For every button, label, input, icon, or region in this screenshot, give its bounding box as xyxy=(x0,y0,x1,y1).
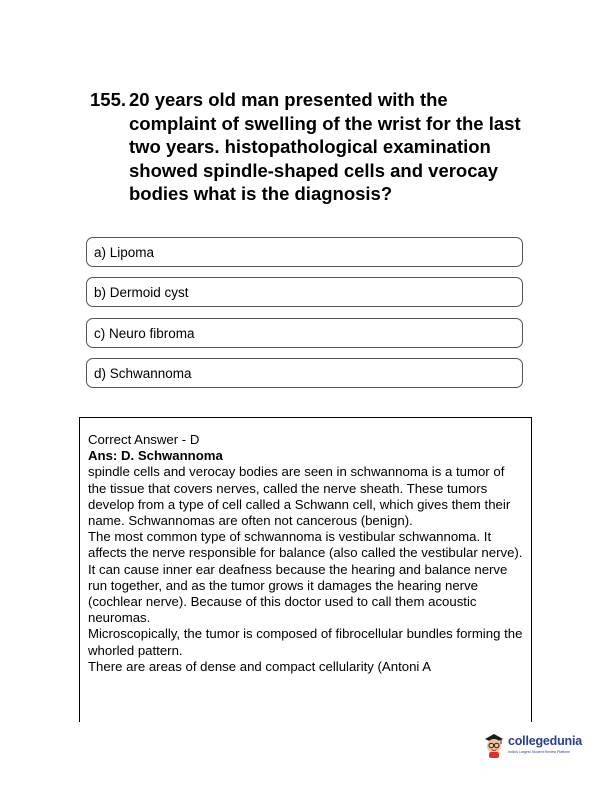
answer-heading: Ans: D. Schwannoma xyxy=(88,448,223,464)
logo-tagline: India's Largest Student Review Platform xyxy=(508,750,571,754)
correct-answer-line: Correct Answer - D xyxy=(88,432,200,447)
option-d[interactable]: d) Schwannoma xyxy=(86,358,523,388)
answer-paragraph: The most common type of schwannoma is vestibular schwannoma. It affects the nerve responsible for balance (also called the vestibular nerve). It can cause inner ear deafness because the hearing and balance nerve run together, and as the tumor grows it damages the hearing nerve (cochlear nerve). Because of this doctor used to call them acoustic neuromas. xyxy=(88,529,523,626)
mascot-icon xyxy=(482,730,506,758)
option-a[interactable]: a) Lipoma xyxy=(86,237,523,267)
answer-paragraph: There are areas of dense and compact cellularity (Antoni A xyxy=(88,658,432,674)
answer-paragraph: spindle cells and verocay bodies are seen in schwannoma is a tumor of the tissue that covers nerves, called the nerve sheath. These tumors develop from a type of cell called a Schwann cell, which gives them their name. Schwannomas are often not cancerous (benign). xyxy=(88,464,511,529)
logo-name: collegedunia xyxy=(508,734,583,748)
question-text: 20 years old man presented with the complaint of swelling of the wrist for the last two years. histopathological examination showed spindle-shaped cells and verocay bodies what is the diagnosis? xyxy=(129,89,521,204)
answer-box xyxy=(79,417,532,722)
option-b[interactable]: b) Dermoid cyst xyxy=(86,277,523,307)
option-c[interactable]: c) Neuro fibroma xyxy=(86,318,523,348)
question-number: 155. xyxy=(90,89,127,110)
answer-paragraph: Microscopically, the tumor is composed of fibrocellular bundles forming the whorled pattern. xyxy=(88,626,523,658)
question xyxy=(90,88,530,206)
collegedunia-logo xyxy=(482,730,592,760)
